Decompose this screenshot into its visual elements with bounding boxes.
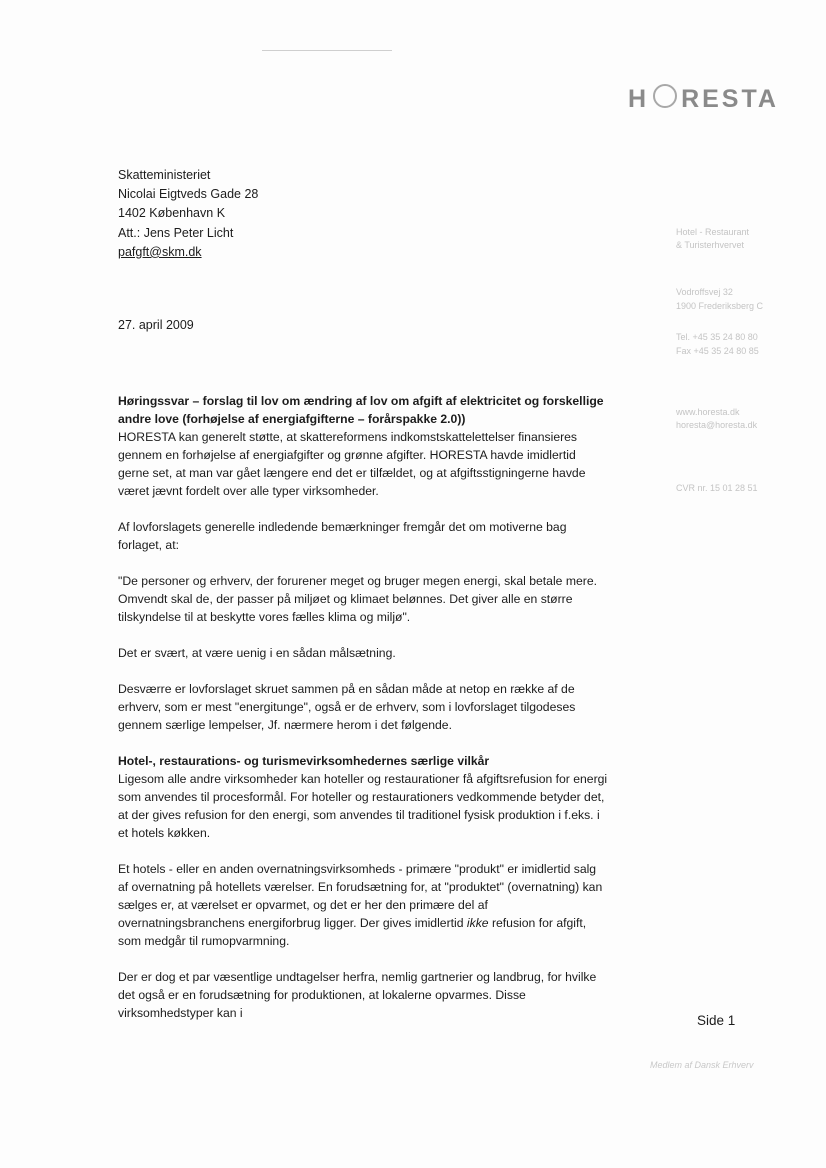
page-number: Side 1 xyxy=(697,1013,736,1028)
paragraph-8: Der er dog et par væsentlige undtagelser herfra, nemlig gartnerier og landbrug, for hvilke det også er en forudsætning for produktionen, at lokalerne opvarmes. Disse virksomhedstyper kan i xyxy=(118,970,597,1020)
recipient-att: Att.: Jens Peter Licht xyxy=(118,225,234,240)
sidebar-address2: 1900 Frederiksberg C xyxy=(676,301,764,311)
paragraph-4: Det er svært, at være uenig i en sådan målsætning. xyxy=(118,646,396,660)
letter-date: 27. april 2009 xyxy=(118,318,194,332)
section-heading: Hotel-, restaurations- og turismevirksomhedernes særlige vilkår xyxy=(118,754,490,768)
sidebar-line1: Hotel - Restaurant xyxy=(676,227,750,237)
recipient-email[interactable]: pafgft@skm.dk xyxy=(118,244,202,259)
footer-membership: Medlem af Dansk Erhverv xyxy=(650,1060,754,1070)
top-rule xyxy=(262,50,392,51)
logo-ring-icon xyxy=(653,84,677,108)
paragraph-2: Af lovforslagets generelle indledende bemærkninger fremgår det om motiverne bag forlaget, at: xyxy=(118,520,567,552)
sidebar-address1: Vodroffsvej 32 xyxy=(676,287,733,297)
paragraph-7: Et hotels - eller en anden overnatningsvirksomheds - primære "produkt" er imidlertid salg af overnatning på hotellets værelser. En forudsætning for, at "produktet" (overnatning) kan sælges er, at værelset er opvarmet, og det er her den primære del af overnatningsbranchens energiforbrug ligger. Der gives imidlertid ikke refusion for afgift, som medgår til rumopvarmning. xyxy=(118,862,603,948)
recipient-city: 1402 København K xyxy=(118,206,226,221)
paragraph-6: Ligesom alle andre virksomheder kan hoteller og restaurationer få afgiftsrefusion for energi som anvendes til procesformål. For hoteller og restaurationers vedkommende betyder det, at der gives refusion for den energi, som anvendes til traditionel fysisk produktion i f.eks. i et hotels køkken. xyxy=(118,772,608,840)
emphasis-ikke: ikke xyxy=(466,916,489,930)
sidebar-email: horesta@horesta.dk xyxy=(676,420,758,430)
letter-body xyxy=(118,392,608,1040)
letter-heading: Høringssvar – forslag til lov om ændring af lov om afgift af elektricitet og forskellige andre love (forhøjelse af energiafgifterne – forårspakke 2.0)) xyxy=(118,394,604,426)
section-hotel xyxy=(118,752,608,842)
letter-intro xyxy=(118,392,608,500)
sidebar-cvr: CVR nr. 15 01 28 51 xyxy=(676,483,758,493)
sidebar-fax: Fax +45 35 24 80 85 xyxy=(676,346,759,356)
sidebar-web: www.horesta.dk xyxy=(676,407,740,417)
recipient-name: Skatteministeriet xyxy=(118,168,211,182)
recipient-street: Nicolai Eigtveds Gade 28 xyxy=(118,187,259,202)
recipient-address xyxy=(118,166,258,262)
horesta-logo: H RESTA xyxy=(628,85,779,113)
paragraph-3-quote: "De personer og erhverv, der forurener meget og bruger megen energi, skal betale mere. Omvendt skal de, der passer på miljøet og klimaet belønnes. Det giver alle en større tilskyndelse til at beskytte vores fælles klima og miljø". xyxy=(118,574,597,624)
sidebar-line2: & Turisterhvervet xyxy=(676,240,745,250)
paragraph-1: HORESTA kan generelt støtte, at skattereformens indkomstskattelettelser finansieres gennem en forhøjelse af energiafgifter og grønne afgifter. HORESTA havde imidlertid gerne set, at man var gået længere end det er tilfældet, og at afgiftsstigningerne havde været jævnt fordelt over alle typer virksomheder. xyxy=(118,430,586,498)
paragraph-5: Desværre er lovforslaget skruet sammen på en sådan måde at netop en række af de erhverv, som er mest "energitunge", også er de erhverv, som i lovforslaget tilgodeses gennem særlige lempelser, Jf. nærmere herom i det følgende. xyxy=(118,682,576,732)
sidebar-tel: Tel. +45 35 24 80 80 xyxy=(676,332,758,342)
